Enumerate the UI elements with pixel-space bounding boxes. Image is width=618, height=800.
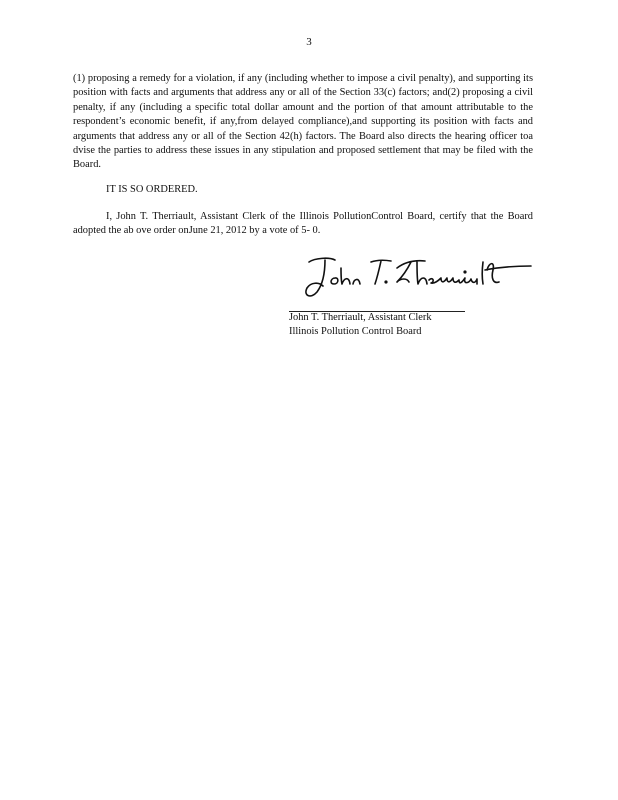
body-paragraph-remedy: (1) proposing a remedy for a violation, if any (including whether to impose a civil penalty), and supporting its position with facts and arguments that address any or all of the Section 33(c) factors; and(2) proposing a civil penalty, if any (including a specific total dollar amount and the portion of that amount attributable to the respondent’s economic benefit, if any,from delayed compliance),and supporting its position with facts and arguments that address any or all of the Section 42(h) factors. The Board also directs the hearing officer toa dvise the parties to address these issues in any stipulation and proposed settlement that may be filed with the Board. xyxy=(73,73,533,171)
order-statement: IT IS SO ORDERED. xyxy=(106,184,198,195)
signature-image xyxy=(289,248,534,308)
signer-name: John T. Therriault, Assistant Clerk xyxy=(289,312,432,323)
signer-organization: Illinois Pollution Control Board xyxy=(289,326,422,337)
page-number: 3 xyxy=(306,36,312,48)
handwritten-signature xyxy=(289,248,549,308)
certification-paragraph: I, John T. Therriault, Assistant Clerk of the Illinois PollutionControl Board, certify that the Board adopted the ab ove order onJune 21, 2012 by a vote of 5- 0. xyxy=(73,211,533,237)
